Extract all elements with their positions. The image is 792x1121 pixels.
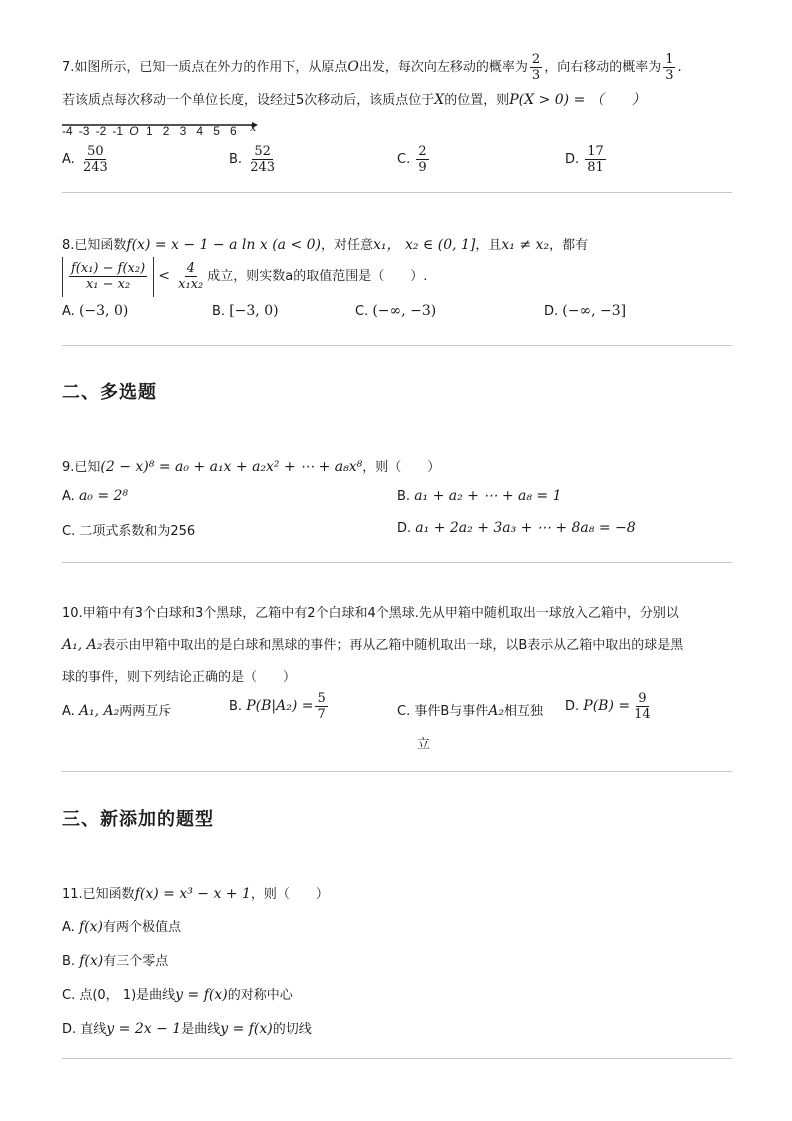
frac-num: 9 <box>638 691 647 706</box>
option-math: P(B) = <box>583 698 631 714</box>
q11-stem <box>62 883 329 902</box>
frac-den: 81 <box>587 160 604 175</box>
axis-tick-label: 1 <box>146 124 153 138</box>
q7-stem-line2 <box>62 89 646 109</box>
q7-prob: P(X > 0) = （ ） <box>509 92 646 108</box>
option-value: a₁ + 2a₂ + 3a₃ + ⋯ + 8a₈ = −8 <box>415 520 636 536</box>
option-value: a₀ = 2⁸ <box>78 488 129 504</box>
axis-tick-label: O <box>129 124 139 138</box>
option-text: 的切线 <box>272 1022 312 1037</box>
option-label: B. <box>62 954 80 969</box>
q8-option-c[interactable] <box>355 303 436 319</box>
q11-option-c[interactable] <box>62 984 293 1003</box>
q7-text: 若该质点每次移动一个单位长度，设经过5次移动后，该质点位于 <box>62 93 435 108</box>
q9-text: ，则（ ） <box>362 460 441 475</box>
q8-neq: x₁ ≠ x₂ <box>501 237 550 253</box>
divider <box>62 562 732 563</box>
option-fraction <box>632 691 653 722</box>
q8-stem-line2 <box>62 256 427 297</box>
option-label: A. <box>62 304 79 319</box>
axis-tick-label: -4 <box>62 124 73 138</box>
q7-option-c[interactable] <box>397 144 431 176</box>
option-label: D. <box>544 304 563 319</box>
q8-diff-quotient <box>69 261 147 292</box>
q11-option-a[interactable] <box>62 916 181 935</box>
option-label: D. <box>565 152 584 167</box>
q10-text: 表示由甲箱中取出的是白球和黑球的事件；再从乙箱中随机取出一球，以B表示从乙箱中取出的球是黑 <box>102 638 684 653</box>
q7-option-d[interactable] <box>565 144 608 176</box>
axis-tick-label: -2 <box>95 124 107 138</box>
q7-text: ，向右移动的概率为 <box>544 60 662 75</box>
option-label: C. <box>355 304 373 319</box>
frac-num: 52 <box>254 144 271 159</box>
option-label: B. <box>397 489 415 504</box>
frac-num: 1 <box>665 52 674 67</box>
axis-tick-label: 2 <box>162 124 170 138</box>
option-math: y = f(x) <box>220 1021 273 1037</box>
option-math: y = f(x) <box>175 987 228 1003</box>
option-text: 有三个零点 <box>103 954 169 969</box>
section-heading: 二、多选题 <box>62 382 157 403</box>
option-text: 是曲线 <box>181 1022 221 1037</box>
q8-option-a[interactable] <box>62 303 128 319</box>
number-line-figure <box>60 118 260 142</box>
option-text: 事件B与事件 <box>414 704 489 719</box>
q10-option-d[interactable] <box>565 690 655 723</box>
option-math: f(x) <box>79 953 104 969</box>
q10-option-b[interactable] <box>229 690 330 723</box>
option-text: 的对称中心 <box>227 988 293 1003</box>
option-math: y = 2x − 1 <box>106 1021 182 1037</box>
option-value: (−∞, −3) <box>372 303 437 319</box>
option-text: 点(0， 1)是曲线 <box>79 988 176 1003</box>
q7-right-prob <box>663 52 675 83</box>
frac-den: x₁x₂ <box>178 277 204 292</box>
divider <box>62 192 732 193</box>
frac-den: 14 <box>634 707 651 722</box>
q7-text: 出发，每次向左移动的概率为 <box>358 60 528 75</box>
q8-stem-line1 <box>62 234 588 254</box>
q11-option-b[interactable] <box>62 950 168 969</box>
frac-den: 243 <box>82 160 108 175</box>
q7-text: 7.如图所示，已知一质点在外力的作用下，从原点 <box>62 60 348 75</box>
option-fraction <box>416 144 428 175</box>
axis-label: x <box>250 121 257 134</box>
q10-line2 <box>62 634 683 653</box>
q7-option-b[interactable] <box>229 144 279 176</box>
divider <box>62 771 732 772</box>
q7-text: . <box>677 60 682 75</box>
frac-num: 50 <box>87 144 104 159</box>
option-label: B. <box>229 152 247 167</box>
axis-tick-label: 3 <box>179 124 187 138</box>
q8-text: ，且 <box>475 238 502 253</box>
option-value: (−3, 0) <box>78 303 129 319</box>
q10-option-a[interactable] <box>62 700 171 719</box>
q10-events: A₁, A₂ <box>62 637 103 653</box>
section-heading: 三、新添加的题型 <box>62 809 214 830</box>
q11-option-d[interactable] <box>62 1018 312 1037</box>
frac-den: 243 <box>250 160 276 175</box>
divider <box>62 345 732 346</box>
option-label: B. <box>229 699 243 714</box>
q11-text: ，则（ ） <box>250 887 329 902</box>
axis-tick-label: -3 <box>78 124 90 138</box>
option-label: A. <box>62 489 79 504</box>
q8-lt: < <box>158 268 171 284</box>
q7-text: 的位置，则 <box>444 93 510 108</box>
frac-den: x₁ − x₂ <box>85 276 131 292</box>
frac-den: 7 <box>317 707 326 722</box>
option-fraction <box>315 691 327 722</box>
q8-option-d[interactable] <box>544 303 626 319</box>
q8-rhs <box>176 261 205 292</box>
q11-function: f(x) = x³ − x + 1 <box>134 886 251 902</box>
frac-num: 5 <box>317 691 326 706</box>
option-value: 二项式系数和为256 <box>79 524 196 539</box>
axis-tick-label: -1 <box>112 124 124 138</box>
option-math: f(x) <box>78 919 103 935</box>
axis-tick-label: 6 <box>230 124 237 138</box>
option-fraction <box>248 144 277 175</box>
option-label: D. <box>62 1022 81 1037</box>
axis-tick-label: 5 <box>213 124 220 138</box>
frac-num: f(x₁) − f(x₂) <box>71 260 146 276</box>
frac-num: 17 <box>587 144 604 159</box>
frac-num: 4 <box>186 261 195 276</box>
q8-vars: x₁， x₂ ∈ (0, 1] <box>373 237 476 253</box>
option-value: [−3, 0) <box>229 303 279 319</box>
q9-option-b[interactable] <box>397 488 562 504</box>
frac-num: 2 <box>418 144 427 159</box>
q9-expansion: (2 − x)⁸ = a₀ + a₁x + a₂x² + ⋯ + a₈x⁸ <box>100 459 363 475</box>
option-math: A₁, A₂ <box>78 703 120 719</box>
q10-option-c-wrap: 立 <box>417 737 431 752</box>
q11-text: 11.已知函数 <box>62 887 135 902</box>
option-math: A₂ <box>488 703 505 719</box>
q7-option-a[interactable] <box>62 144 112 176</box>
option-text: 两两互斥 <box>119 704 172 719</box>
q9-option-d[interactable] <box>397 520 636 536</box>
option-label: A. <box>62 920 79 935</box>
q7-left-prob <box>530 52 542 83</box>
q9-option-c[interactable] <box>62 520 195 539</box>
q8-text: ，都有 <box>549 238 589 253</box>
q8-text: 成立，则实数a的取值范围是（ ）. <box>207 269 428 284</box>
option-label: C. <box>62 524 80 539</box>
q8-text: ，对任意 <box>321 238 374 253</box>
option-label: C. <box>397 152 415 167</box>
q8-text: 8.已知函数 <box>62 238 127 253</box>
option-text: 有两个极值点 <box>102 920 181 935</box>
axis-tick-label: 4 <box>196 124 204 138</box>
frac-num: 2 <box>531 52 541 67</box>
q8-option-b[interactable] <box>212 303 279 319</box>
q9-text: 9.已知 <box>62 460 101 475</box>
q7-origin: O <box>347 59 359 75</box>
q8-function: f(x) = x − 1 − a ln x (a < 0) <box>126 237 321 253</box>
option-label: A. <box>62 152 79 167</box>
divider <box>62 1058 732 1059</box>
q9-option-a[interactable] <box>62 488 128 504</box>
option-value: (−∞, −3] <box>562 303 627 319</box>
q7-stem-line1 <box>62 52 682 83</box>
option-text: 直线 <box>80 1022 107 1037</box>
option-fraction <box>585 144 606 175</box>
frac-den: 3 <box>665 68 674 83</box>
option-label: D. <box>565 699 580 714</box>
q10-line3: 球的事件，则下列结论正确的是（ ） <box>62 670 297 685</box>
q9-stem <box>62 456 440 475</box>
frac-den: 3 <box>531 68 541 83</box>
q8-abs-value <box>62 257 154 297</box>
q10-option-c[interactable] <box>397 700 543 719</box>
option-label: C. <box>62 988 80 1003</box>
option-math: P(B|A₂) = <box>246 698 314 714</box>
option-label: D. <box>397 521 416 536</box>
q10-line1: 10.甲箱中有3个白球和3个黑球，乙箱中有2个白球和4个黑球.先从甲箱中随机取出一球放入乙箱中，分别以 <box>62 606 679 621</box>
option-text: 相互独 <box>504 704 544 719</box>
q7-var: X <box>434 92 445 108</box>
option-label: C. <box>397 704 411 719</box>
option-fraction <box>81 144 110 175</box>
option-value: a₁ + a₂ + ⋯ + a₈ = 1 <box>414 488 562 504</box>
frac-den: 9 <box>418 160 427 175</box>
option-label: A. <box>62 704 75 719</box>
option-label: B. <box>212 304 230 319</box>
